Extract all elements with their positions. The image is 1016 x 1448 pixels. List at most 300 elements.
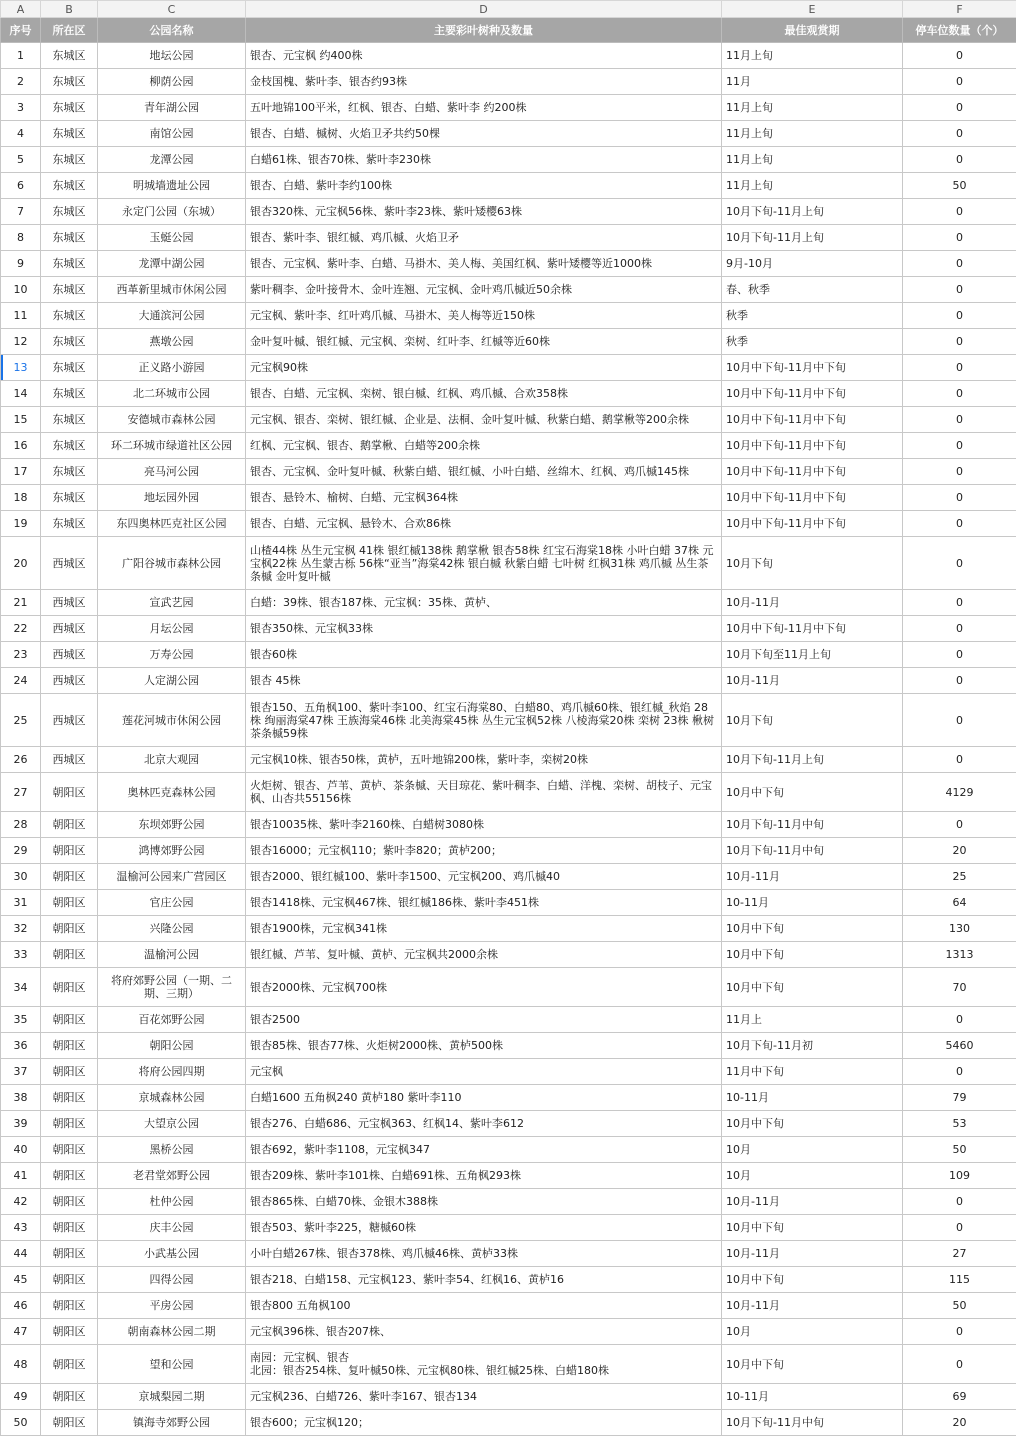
- cell-parking[interactable]: 0: [903, 95, 1016, 121]
- table-row[interactable]: [1, 1384, 1016, 1410]
- table-row[interactable]: [1, 329, 1016, 355]
- cell-period[interactable]: 11月上: [722, 1007, 903, 1033]
- cell-district[interactable]: 朝阳区: [41, 1163, 98, 1189]
- cell-district[interactable]: 西城区: [41, 590, 98, 616]
- cell-period[interactable]: 11月上旬: [722, 173, 903, 199]
- table-row[interactable]: [1, 773, 1016, 812]
- cell-parking[interactable]: 0: [903, 1007, 1016, 1033]
- table-row[interactable]: [1, 173, 1016, 199]
- cell-park[interactable]: 黑桥公园: [98, 1137, 246, 1163]
- cell-parking[interactable]: 0: [903, 121, 1016, 147]
- cell-trees[interactable]: 元宝枫396株、银杏207株、: [246, 1319, 722, 1345]
- cell-parking[interactable]: 0: [903, 407, 1016, 433]
- cell-period[interactable]: 10月下旬-11月初: [722, 1033, 903, 1059]
- table-row[interactable]: [1, 890, 1016, 916]
- column-letter-e[interactable]: E: [722, 1, 903, 18]
- table-row[interactable]: [1, 616, 1016, 642]
- cell-no[interactable]: 12: [1, 329, 41, 355]
- cell-park[interactable]: 地坛公园: [98, 43, 246, 69]
- cell-park[interactable]: 百花郊野公园: [98, 1007, 246, 1033]
- cell-parking[interactable]: 20: [903, 838, 1016, 864]
- cell-parking[interactable]: 0: [903, 303, 1016, 329]
- cell-parking[interactable]: 25: [903, 864, 1016, 890]
- cell-no[interactable]: 13: [1, 355, 41, 381]
- column-letter-f[interactable]: F: [903, 1, 1016, 18]
- cell-district[interactable]: 东城区: [41, 381, 98, 407]
- header-park[interactable]: 公园名称: [98, 18, 246, 43]
- table-row[interactable]: [1, 433, 1016, 459]
- cell-period[interactable]: 10月下旬-11月中旬: [722, 838, 903, 864]
- cell-district[interactable]: 东城区: [41, 251, 98, 277]
- cell-parking[interactable]: 20: [903, 1410, 1016, 1436]
- cell-district[interactable]: 朝阳区: [41, 968, 98, 1007]
- cell-parking[interactable]: 0: [903, 277, 1016, 303]
- cell-trees[interactable]: 银杏1418株、元宝枫467株、银红槭186株、紫叶李451株: [246, 890, 722, 916]
- table-row[interactable]: [1, 1163, 1016, 1189]
- cell-parking[interactable]: 1313: [903, 942, 1016, 968]
- cell-trees[interactable]: 银杏350株、元宝枫33株: [246, 616, 722, 642]
- cell-district[interactable]: 朝阳区: [41, 1189, 98, 1215]
- cell-park[interactable]: 平房公园: [98, 1293, 246, 1319]
- cell-district[interactable]: 东城区: [41, 511, 98, 537]
- cell-district[interactable]: 朝阳区: [41, 1137, 98, 1163]
- cell-period[interactable]: 10月中下旬: [722, 916, 903, 942]
- cell-no[interactable]: 46: [1, 1293, 41, 1319]
- cell-district[interactable]: 东城区: [41, 173, 98, 199]
- cell-no[interactable]: 30: [1, 864, 41, 890]
- cell-parking[interactable]: 79: [903, 1085, 1016, 1111]
- cell-no[interactable]: 28: [1, 812, 41, 838]
- cell-district[interactable]: 东城区: [41, 329, 98, 355]
- cell-period[interactable]: 10-11月: [722, 1384, 903, 1410]
- cell-period[interactable]: 11月上旬: [722, 147, 903, 173]
- cell-district[interactable]: 西城区: [41, 747, 98, 773]
- cell-trees[interactable]: 南园：元宝枫、银杏 北园：银杏254株、复叶槭50株、元宝枫80株、银红槭25株、白蜡180株: [246, 1345, 722, 1384]
- table-row[interactable]: [1, 916, 1016, 942]
- cell-park[interactable]: 地坛园外园: [98, 485, 246, 511]
- cell-district[interactable]: 朝阳区: [41, 916, 98, 942]
- cell-park[interactable]: 兴隆公园: [98, 916, 246, 942]
- cell-park[interactable]: 京城森林公园: [98, 1085, 246, 1111]
- cell-park[interactable]: 广阳谷城市森林公园: [98, 537, 246, 590]
- cell-parking[interactable]: 0: [903, 537, 1016, 590]
- cell-district[interactable]: 东城区: [41, 407, 98, 433]
- cell-trees[interactable]: 银杏、白蜡、紫叶李约100株: [246, 173, 722, 199]
- cell-period[interactable]: 10月-11月: [722, 1189, 903, 1215]
- cell-district[interactable]: 朝阳区: [41, 812, 98, 838]
- cell-district[interactable]: 朝阳区: [41, 1111, 98, 1137]
- cell-no[interactable]: 23: [1, 642, 41, 668]
- cell-period[interactable]: 11月上旬: [722, 43, 903, 69]
- cell-parking[interactable]: 0: [903, 1319, 1016, 1345]
- cell-park[interactable]: 京城梨园二期: [98, 1384, 246, 1410]
- header-parking[interactable]: 停车位数量（个）: [903, 18, 1016, 43]
- cell-period[interactable]: 11月: [722, 69, 903, 95]
- cell-parking[interactable]: 0: [903, 329, 1016, 355]
- cell-no[interactable]: 45: [1, 1267, 41, 1293]
- table-row[interactable]: [1, 864, 1016, 890]
- cell-period[interactable]: 10月下旬: [722, 537, 903, 590]
- cell-district[interactable]: 朝阳区: [41, 1033, 98, 1059]
- cell-park[interactable]: 亮马河公园: [98, 459, 246, 485]
- cell-period[interactable]: 10月中下旬: [722, 1345, 903, 1384]
- cell-no[interactable]: 29: [1, 838, 41, 864]
- cell-period[interactable]: 10月中下旬-11月中下旬: [722, 433, 903, 459]
- cell-period[interactable]: 10月下旬-11月上旬: [722, 747, 903, 773]
- cell-park[interactable]: 青年湖公园: [98, 95, 246, 121]
- table-row[interactable]: [1, 812, 1016, 838]
- cell-park[interactable]: 北二环城市公园: [98, 381, 246, 407]
- cell-trees[interactable]: 白蜡：39株、银杏187株、元宝枫：35株、黄栌、: [246, 590, 722, 616]
- table-row[interactable]: [1, 1410, 1016, 1436]
- cell-park[interactable]: 人定湖公园: [98, 668, 246, 694]
- cell-parking[interactable]: 27: [903, 1241, 1016, 1267]
- cell-period[interactable]: 10月中下旬-11月中下旬: [722, 407, 903, 433]
- table-row[interactable]: [1, 642, 1016, 668]
- cell-trees[interactable]: 银杏、元宝枫 约400株: [246, 43, 722, 69]
- table-row[interactable]: [1, 1215, 1016, 1241]
- cell-period[interactable]: 10月中下旬-11月中下旬: [722, 459, 903, 485]
- cell-park[interactable]: 老君堂郊野公园: [98, 1163, 246, 1189]
- cell-parking[interactable]: 0: [903, 511, 1016, 537]
- cell-period[interactable]: 10月-11月: [722, 590, 903, 616]
- cell-park[interactable]: 小武基公园: [98, 1241, 246, 1267]
- table-row[interactable]: [1, 1085, 1016, 1111]
- cell-parking[interactable]: 50: [903, 173, 1016, 199]
- cell-no[interactable]: 26: [1, 747, 41, 773]
- cell-trees[interactable]: 银杏2000、银红槭100、紫叶李1500、元宝枫200、鸡爪槭40: [246, 864, 722, 890]
- cell-park[interactable]: 奥林匹克森林公园: [98, 773, 246, 812]
- cell-no[interactable]: 25: [1, 694, 41, 747]
- cell-district[interactable]: 东城区: [41, 485, 98, 511]
- cell-parking[interactable]: 0: [903, 199, 1016, 225]
- cell-trees[interactable]: 金枝国槐、紫叶李、银杏约93株: [246, 69, 722, 95]
- cell-parking[interactable]: 0: [903, 433, 1016, 459]
- cell-parking[interactable]: 0: [903, 69, 1016, 95]
- cell-park[interactable]: 正义路小游园: [98, 355, 246, 381]
- cell-period[interactable]: 10月下旬至11月上旬: [722, 642, 903, 668]
- cell-district[interactable]: 朝阳区: [41, 1410, 98, 1436]
- cell-parking[interactable]: 0: [903, 747, 1016, 773]
- cell-trees[interactable]: 银杏692，紫叶李1108，元宝枫347: [246, 1137, 722, 1163]
- cell-period[interactable]: 9月-10月: [722, 251, 903, 277]
- cell-park[interactable]: 将府公园四期: [98, 1059, 246, 1085]
- cell-parking[interactable]: 0: [903, 812, 1016, 838]
- cell-no[interactable]: 9: [1, 251, 41, 277]
- cell-trees[interactable]: 银杏800 五角枫100: [246, 1293, 722, 1319]
- cell-no[interactable]: 39: [1, 1111, 41, 1137]
- cell-district[interactable]: 朝阳区: [41, 1241, 98, 1267]
- column-letter-d[interactable]: D: [246, 1, 722, 18]
- header-no[interactable]: 序号: [1, 18, 41, 43]
- cell-district[interactable]: 西城区: [41, 537, 98, 590]
- table-row[interactable]: [1, 251, 1016, 277]
- cell-parking[interactable]: 4129: [903, 773, 1016, 812]
- cell-trees[interactable]: 银红槭、芦苇、复叶槭、黄栌、元宝枫共2000余株: [246, 942, 722, 968]
- cell-trees[interactable]: 五叶地锦100平米，红枫、银杏、白蜡、紫叶李 约200株: [246, 95, 722, 121]
- cell-district[interactable]: 朝阳区: [41, 890, 98, 916]
- cell-park[interactable]: 玉蜓公园: [98, 225, 246, 251]
- column-letter-a[interactable]: A: [1, 1, 41, 18]
- table-row[interactable]: [1, 459, 1016, 485]
- cell-no[interactable]: 49: [1, 1384, 41, 1410]
- cell-park[interactable]: 庆丰公园: [98, 1215, 246, 1241]
- cell-district[interactable]: 东城区: [41, 43, 98, 69]
- cell-no[interactable]: 21: [1, 590, 41, 616]
- cell-district[interactable]: 西城区: [41, 642, 98, 668]
- table-row[interactable]: [1, 590, 1016, 616]
- cell-no[interactable]: 3: [1, 95, 41, 121]
- table-row[interactable]: [1, 1241, 1016, 1267]
- cell-park[interactable]: 四得公园: [98, 1267, 246, 1293]
- cell-trees[interactable]: 银杏、元宝枫、紫叶李、白蜡、马褂木、美人梅、美国红枫、紫叶矮樱等近1000株: [246, 251, 722, 277]
- cell-parking[interactable]: 0: [903, 1059, 1016, 1085]
- cell-district[interactable]: 朝阳区: [41, 1293, 98, 1319]
- cell-park[interactable]: 朝南森林公园二期: [98, 1319, 246, 1345]
- cell-period[interactable]: 10月: [722, 1163, 903, 1189]
- cell-no[interactable]: 2: [1, 69, 41, 95]
- cell-no[interactable]: 34: [1, 968, 41, 1007]
- cell-parking[interactable]: 0: [903, 1189, 1016, 1215]
- cell-trees[interactable]: 银杏600；元宝枫120；: [246, 1410, 722, 1436]
- cell-trees[interactable]: 元宝枫、紫叶李、红叶鸡爪槭、马褂木、美人梅等近150株: [246, 303, 722, 329]
- cell-parking[interactable]: 130: [903, 916, 1016, 942]
- cell-no[interactable]: 1: [1, 43, 41, 69]
- cell-parking[interactable]: 0: [903, 590, 1016, 616]
- cell-parking[interactable]: 0: [903, 147, 1016, 173]
- table-row[interactable]: [1, 407, 1016, 433]
- cell-district[interactable]: 朝阳区: [41, 838, 98, 864]
- cell-period[interactable]: 秋季: [722, 329, 903, 355]
- cell-park[interactable]: 月坛公园: [98, 616, 246, 642]
- cell-district[interactable]: 朝阳区: [41, 942, 98, 968]
- cell-parking[interactable]: 0: [903, 251, 1016, 277]
- table-row[interactable]: [1, 1345, 1016, 1384]
- cell-district[interactable]: 朝阳区: [41, 1319, 98, 1345]
- cell-trees[interactable]: 银杏、白蜡、元宝枫、悬铃木、合欢86株: [246, 511, 722, 537]
- table-row[interactable]: [1, 147, 1016, 173]
- cell-no[interactable]: 7: [1, 199, 41, 225]
- header-district[interactable]: 所在区: [41, 18, 98, 43]
- cell-trees[interactable]: 银杏1900株，元宝枫341株: [246, 916, 722, 942]
- cell-trees[interactable]: 银杏503、紫叶李225，糖槭60株: [246, 1215, 722, 1241]
- cell-trees[interactable]: 银杏320株、元宝枫56株、紫叶李23株、紫叶矮樱63株: [246, 199, 722, 225]
- cell-no[interactable]: 14: [1, 381, 41, 407]
- cell-district[interactable]: 东城区: [41, 355, 98, 381]
- cell-parking[interactable]: 0: [903, 355, 1016, 381]
- cell-park[interactable]: 南馆公园: [98, 121, 246, 147]
- cell-period[interactable]: 10月下旬-11月上旬: [722, 225, 903, 251]
- cell-trees[interactable]: 白蜡1600 五角枫240 黄栌180 紫叶李110: [246, 1085, 722, 1111]
- cell-park[interactable]: 安德城市森林公园: [98, 407, 246, 433]
- cell-district[interactable]: 东城区: [41, 277, 98, 303]
- table-row[interactable]: [1, 303, 1016, 329]
- cell-period[interactable]: 10月中下旬-11月中下旬: [722, 355, 903, 381]
- cell-district[interactable]: 朝阳区: [41, 1215, 98, 1241]
- cell-period[interactable]: 10月中下旬-11月中下旬: [722, 511, 903, 537]
- cell-park[interactable]: 东坝郊野公园: [98, 812, 246, 838]
- cell-park[interactable]: 东四奥林匹克社区公园: [98, 511, 246, 537]
- cell-no[interactable]: 32: [1, 916, 41, 942]
- cell-parking[interactable]: 53: [903, 1111, 1016, 1137]
- cell-park[interactable]: 大通滨河公园: [98, 303, 246, 329]
- table-row[interactable]: [1, 1033, 1016, 1059]
- cell-no[interactable]: 36: [1, 1033, 41, 1059]
- cell-period[interactable]: 春、秋季: [722, 277, 903, 303]
- cell-no[interactable]: 24: [1, 668, 41, 694]
- cell-trees[interactable]: 银杏209株、紫叶李101株、白蜡691株、五角枫293株: [246, 1163, 722, 1189]
- cell-trees[interactable]: 元宝枫236、白蜡726、紫叶李167、银杏134: [246, 1384, 722, 1410]
- cell-park[interactable]: 西革新里城市休闲公园: [98, 277, 246, 303]
- table-row[interactable]: [1, 537, 1016, 590]
- cell-trees[interactable]: 元宝枫、银杏、栾树、银红槭、企业是、法桐、金叶复叶槭、秋紫白蜡、鹅掌楸等200余株: [246, 407, 722, 433]
- table-row[interactable]: [1, 225, 1016, 251]
- table-row[interactable]: [1, 1293, 1016, 1319]
- cell-period[interactable]: 秋季: [722, 303, 903, 329]
- cell-period[interactable]: 11月中下旬: [722, 1059, 903, 1085]
- cell-parking[interactable]: 0: [903, 694, 1016, 747]
- cell-district[interactable]: 东城区: [41, 433, 98, 459]
- cell-no[interactable]: 37: [1, 1059, 41, 1085]
- table-row[interactable]: [1, 838, 1016, 864]
- cell-district[interactable]: 东城区: [41, 459, 98, 485]
- cell-trees[interactable]: 银杏85株、银杏77株、火炬树2000株、黄栌500株: [246, 1033, 722, 1059]
- cell-trees[interactable]: 红枫、元宝枫、银杏、鹅掌楸、白蜡等200余株: [246, 433, 722, 459]
- cell-period[interactable]: 10月中下旬: [722, 1267, 903, 1293]
- cell-no[interactable]: 50: [1, 1410, 41, 1436]
- table-row[interactable]: [1, 95, 1016, 121]
- cell-no[interactable]: 48: [1, 1345, 41, 1384]
- table-row[interactable]: [1, 1007, 1016, 1033]
- cell-period[interactable]: 11月上旬: [722, 121, 903, 147]
- cell-park[interactable]: 镇海寺郊野公园: [98, 1410, 246, 1436]
- cell-trees[interactable]: 银杏、白蜡、元宝枫、栾树、银白槭、红枫、鸡爪槭、合欢358株: [246, 381, 722, 407]
- cell-district[interactable]: 朝阳区: [41, 1345, 98, 1384]
- cell-parking[interactable]: 5460: [903, 1033, 1016, 1059]
- cell-period[interactable]: 10月中下旬: [722, 942, 903, 968]
- cell-park[interactable]: 万寿公园: [98, 642, 246, 668]
- cell-no[interactable]: 40: [1, 1137, 41, 1163]
- cell-period[interactable]: 10月-11月: [722, 1241, 903, 1267]
- cell-park[interactable]: 将府郊野公园（一期、二期、三期）: [98, 968, 246, 1007]
- cell-parking[interactable]: 64: [903, 890, 1016, 916]
- cell-district[interactable]: 朝阳区: [41, 1384, 98, 1410]
- table-row[interactable]: [1, 43, 1016, 69]
- cell-parking[interactable]: 0: [903, 668, 1016, 694]
- cell-no[interactable]: 38: [1, 1085, 41, 1111]
- table-row[interactable]: [1, 968, 1016, 1007]
- cell-no[interactable]: 35: [1, 1007, 41, 1033]
- cell-parking[interactable]: 0: [903, 459, 1016, 485]
- table-row[interactable]: [1, 277, 1016, 303]
- header-period[interactable]: 最佳观赏期: [722, 18, 903, 43]
- cell-parking[interactable]: 70: [903, 968, 1016, 1007]
- cell-park[interactable]: 莲花河城市休闲公园: [98, 694, 246, 747]
- cell-period[interactable]: 10-11月: [722, 1085, 903, 1111]
- column-letter-b[interactable]: B: [41, 1, 98, 18]
- cell-period[interactable]: 10月中下旬: [722, 968, 903, 1007]
- cell-parking[interactable]: 0: [903, 1215, 1016, 1241]
- cell-district[interactable]: 东城区: [41, 95, 98, 121]
- cell-district[interactable]: 朝阳区: [41, 864, 98, 890]
- cell-district[interactable]: 东城区: [41, 147, 98, 173]
- cell-park[interactable]: 环二环城市绿道社区公园: [98, 433, 246, 459]
- cell-trees[interactable]: 元宝枫10株、银杏50株，黄栌，五叶地锦200株，紫叶李，栾树20株: [246, 747, 722, 773]
- cell-trees[interactable]: 金叶复叶槭、银红槭、元宝枫、栾树、红叶李、红槭等近60株: [246, 329, 722, 355]
- cell-period[interactable]: 10月下旬-11月中旬: [722, 812, 903, 838]
- cell-trees[interactable]: 银杏、悬铃木、榆树、白蜡、元宝枫364株: [246, 485, 722, 511]
- cell-park[interactable]: 官庄公园: [98, 890, 246, 916]
- cell-trees[interactable]: 火炬树、银杏、芦苇、黄栌、茶条槭、天目琼花、紫叶稠李、白蜡、洋槐、栾树、胡枝子、元宝枫、山杏共55156株: [246, 773, 722, 812]
- cell-district[interactable]: 西城区: [41, 694, 98, 747]
- cell-no[interactable]: 16: [1, 433, 41, 459]
- cell-trees[interactable]: 银杏2000株、元宝枫700株: [246, 968, 722, 1007]
- cell-parking[interactable]: 115: [903, 1267, 1016, 1293]
- cell-no[interactable]: 22: [1, 616, 41, 642]
- cell-district[interactable]: 朝阳区: [41, 1085, 98, 1111]
- cell-no[interactable]: 47: [1, 1319, 41, 1345]
- cell-park[interactable]: 燕墩公园: [98, 329, 246, 355]
- table-row[interactable]: [1, 668, 1016, 694]
- cell-trees[interactable]: 银杏 45株: [246, 668, 722, 694]
- table-row[interactable]: [1, 1059, 1016, 1085]
- cell-park[interactable]: 龙潭中湖公园: [98, 251, 246, 277]
- cell-no[interactable]: 15: [1, 407, 41, 433]
- cell-park[interactable]: 望和公园: [98, 1345, 246, 1384]
- cell-no[interactable]: 18: [1, 485, 41, 511]
- cell-district[interactable]: 朝阳区: [41, 773, 98, 812]
- cell-no[interactable]: 8: [1, 225, 41, 251]
- cell-no[interactable]: 27: [1, 773, 41, 812]
- table-row[interactable]: [1, 381, 1016, 407]
- cell-trees[interactable]: 紫叶稠李、金叶接骨木、金叶连翘、元宝枫、金叶鸡爪槭近50余株: [246, 277, 722, 303]
- cell-parking[interactable]: 69: [903, 1384, 1016, 1410]
- cell-no[interactable]: 43: [1, 1215, 41, 1241]
- cell-district[interactable]: 西城区: [41, 668, 98, 694]
- cell-no[interactable]: 44: [1, 1241, 41, 1267]
- cell-period[interactable]: 10-11月: [722, 890, 903, 916]
- cell-parking[interactable]: 50: [903, 1293, 1016, 1319]
- cell-period[interactable]: 10月下旬-11月上旬: [722, 199, 903, 225]
- cell-trees[interactable]: 银杏16000；元宝枫110；紫叶李820；黄栌200；: [246, 838, 722, 864]
- cell-district[interactable]: 西城区: [41, 616, 98, 642]
- column-letter-c[interactable]: C: [98, 1, 246, 18]
- cell-park[interactable]: 大望京公园: [98, 1111, 246, 1137]
- cell-period[interactable]: 10月下旬-11月中旬: [722, 1410, 903, 1436]
- cell-district[interactable]: 东城区: [41, 69, 98, 95]
- table-row[interactable]: [1, 199, 1016, 225]
- table-row[interactable]: [1, 747, 1016, 773]
- cell-no[interactable]: 31: [1, 890, 41, 916]
- cell-no[interactable]: 10: [1, 277, 41, 303]
- table-row[interactable]: [1, 511, 1016, 537]
- cell-park[interactable]: 温榆河公园来广营园区: [98, 864, 246, 890]
- cell-district[interactable]: 朝阳区: [41, 1007, 98, 1033]
- cell-period[interactable]: 10月-11月: [722, 668, 903, 694]
- table-row[interactable]: [1, 1267, 1016, 1293]
- cell-parking[interactable]: 0: [903, 616, 1016, 642]
- cell-district[interactable]: 东城区: [41, 225, 98, 251]
- cell-period[interactable]: 11月上旬: [722, 95, 903, 121]
- cell-parking[interactable]: 0: [903, 642, 1016, 668]
- cell-period[interactable]: 10月中下旬: [722, 773, 903, 812]
- cell-park[interactable]: 永定门公园（东城）: [98, 199, 246, 225]
- cell-trees[interactable]: 银杏218、白蜡158、元宝枫123、紫叶李54、红枫16、黄栌16: [246, 1267, 722, 1293]
- cell-trees[interactable]: 银杏10035株、紫叶李2160株、白蜡树3080株: [246, 812, 722, 838]
- table-row[interactable]: [1, 355, 1016, 381]
- cell-trees[interactable]: 银杏、元宝枫、金叶复叶槭、秋紫白蜡、银红槭、小叶白蜡、丝绵木、红枫、鸡爪槭145株: [246, 459, 722, 485]
- cell-parking[interactable]: 0: [903, 1345, 1016, 1384]
